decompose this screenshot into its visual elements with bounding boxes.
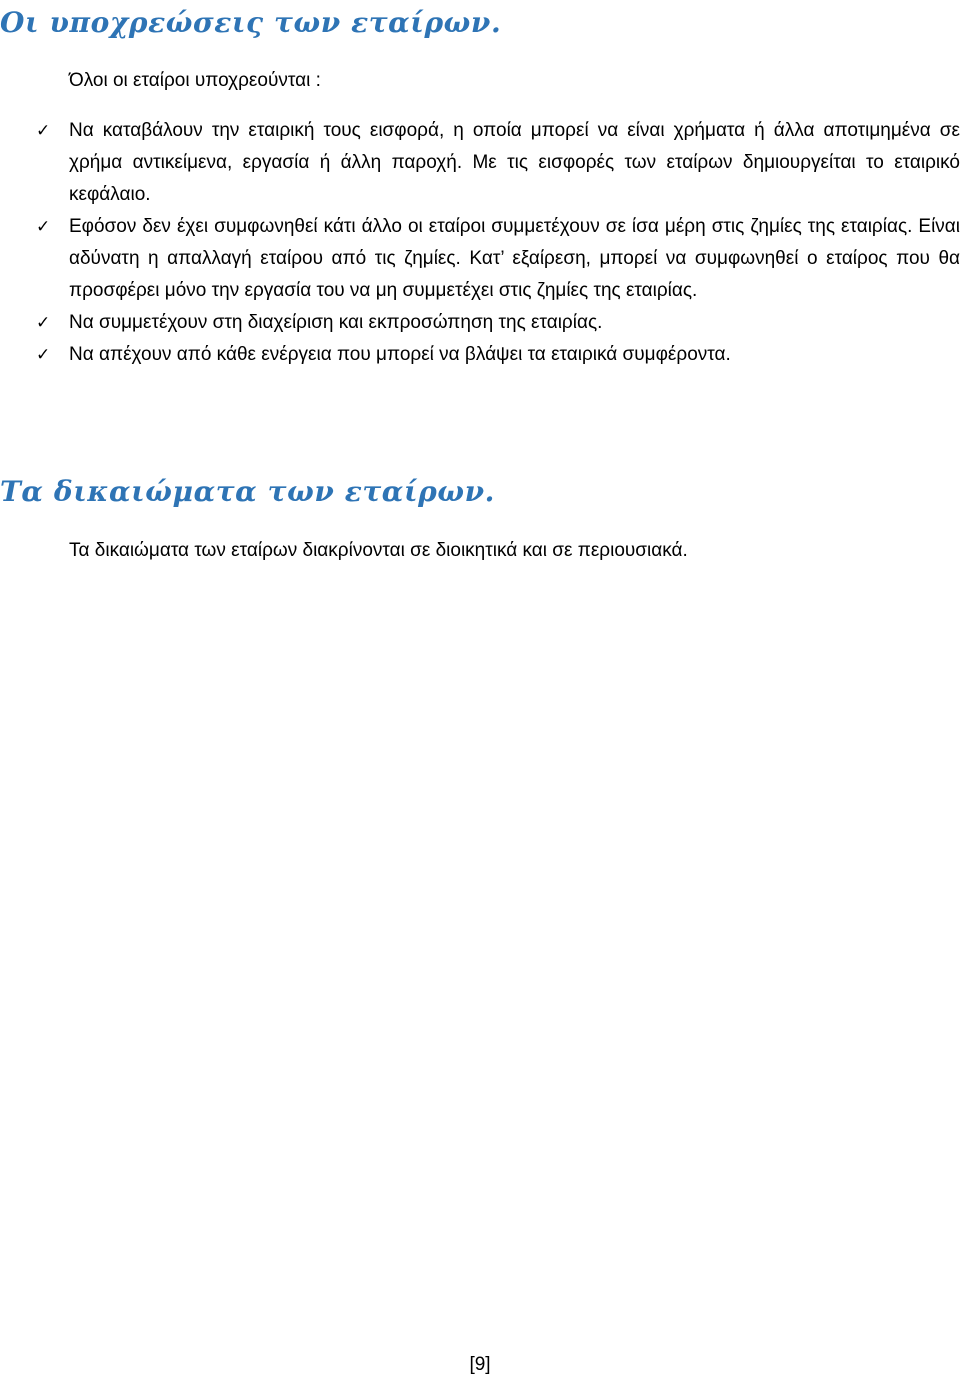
check-mark-icon: ✓ bbox=[36, 313, 51, 333]
obligations-checklist bbox=[0, 115, 960, 371]
check-mark-icon: ✓ bbox=[36, 345, 51, 365]
obligations-heading: Οι υποχρεώσεις των εταίρων. bbox=[0, 6, 502, 39]
checklist-item-text: Να καταβάλουν την εταιρική τους εισφορά, η οποία μπορεί να είναι χρήματα ή άλλα αποτιμημένα σε χρήμα αντικείμενα, εργασία ή άλλη παροχή. Με τις εισφορές των εταίρων δημιουργείται το εταιρικό κεφάλαιο. bbox=[69, 120, 960, 205]
checklist-item-text: Να απέχουν από κάθε ενέργεια που μπορεί να βλάψει τα εταιρικά συμφέροντα. bbox=[69, 344, 731, 365]
obligations-intro: Όλοι οι εταίροι υποχρεούνται : bbox=[69, 70, 321, 91]
checklist-item bbox=[0, 115, 960, 211]
checklist-item-text: Να συμμετέχουν στη διαχείριση και εκπροσώπηση της εταιρίας. bbox=[69, 312, 603, 333]
check-mark-icon: ✓ bbox=[36, 217, 51, 237]
check-mark-icon: ✓ bbox=[36, 121, 51, 141]
checklist-item bbox=[0, 307, 960, 339]
checklist-item-text: Εφόσον δεν έχει συμφωνηθεί κάτι άλλο οι εταίροι συμμετέχουν σε ίσα μέρη στις ζημίες της εταιρίας. Είναι αδύνατη η απαλλαγή εταίρου από τις ζημίες. Κατ’ εξαίρεση, μπορεί να συμφωνηθεί ο εταίρος που θα προσφέρει μόνο την εργασία του να μη συμμετέχει στις ζημίες της εταιρίας. bbox=[69, 216, 960, 301]
page-number: [9] bbox=[469, 1354, 491, 1375]
rights-heading: Τα δικαιώματα των εταίρων. bbox=[0, 475, 495, 508]
checklist-item bbox=[0, 211, 960, 307]
checklist-item bbox=[0, 339, 960, 371]
rights-text: Τα δικαιώματα των εταίρων διακρίνονται σε διοικητικά και σε περιουσιακά. bbox=[69, 540, 688, 561]
